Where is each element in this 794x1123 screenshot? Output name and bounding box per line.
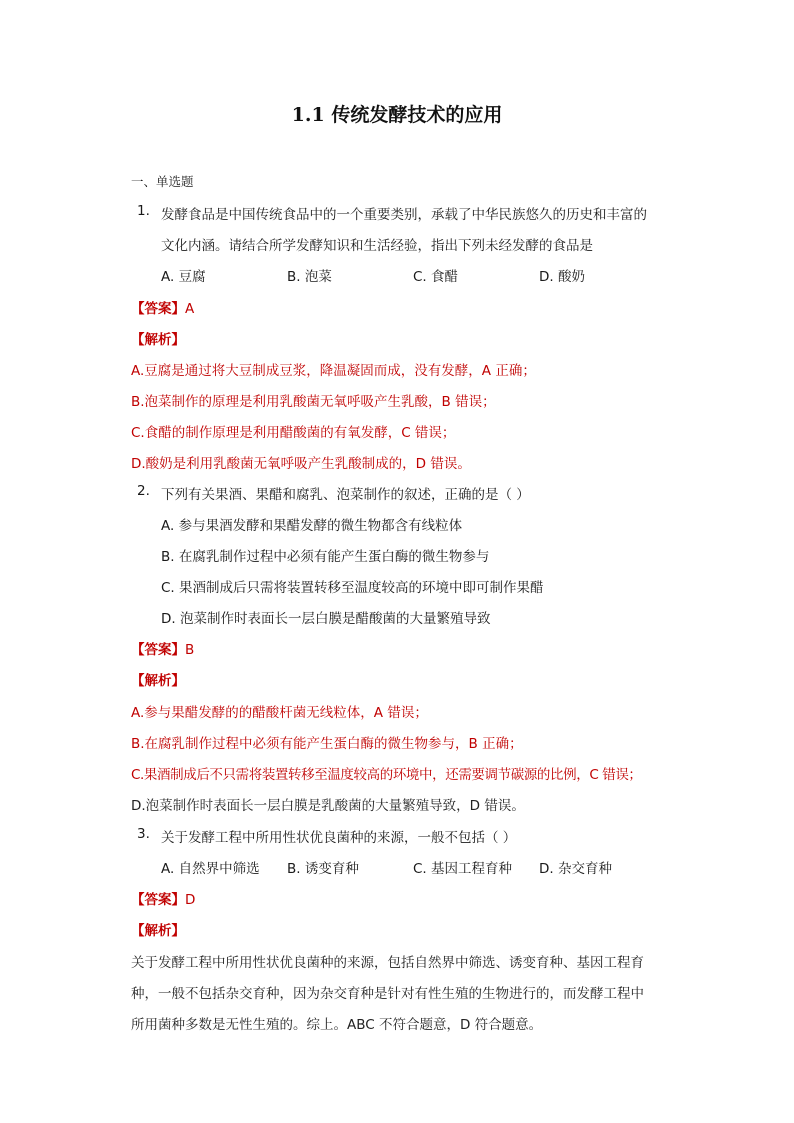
analysis-label: 【解析】 [131,673,185,689]
answer-label: 【答案】 [131,892,185,908]
analysis-line: C.食醋的制作原理是利用醋酸菌的有氧发酵，C 错误； [131,425,456,441]
analysis-line: 所用菌种多数是无性生殖的。综上。ABC 不符合题意，D 符合题意。 [131,1017,543,1033]
option-d: D. 杂交育种 [539,861,612,877]
option-a: A. 参与果酒发酵和果醋发酵的微生物都含有线粒体 [161,518,463,534]
question-text: 文化内涵。请结合所学发酵知识和生活经验，指出下列未经发酵的食品是 [161,238,593,254]
answer-label: 【答案】 [131,301,185,317]
analysis-line: C.果酒制成后不只需将装置转移至温度较高的环境中，还需要调节碳源的比例，C 错误； [131,767,642,783]
answer-value: B [185,642,195,658]
answer-value: A [185,301,195,317]
option-d: D. 酸奶 [539,269,585,285]
answer-value: D [185,892,196,908]
answer-line [131,888,195,908]
option-a: A. 豆腐 [161,269,206,285]
analysis-label: 【解析】 [131,923,185,939]
option-a: A. 自然界中筛选 [161,861,260,877]
option-d: D. 泡菜制作时表面长一层白膜是醋酸菌的大量繁殖导致 [161,611,491,627]
analysis-line: B.在腐乳制作过程中必须有能产生蛋白酶的微生物参与，B 正确； [131,736,523,752]
analysis-line: A.参与果醋发酵的的醋酸杆菌无线粒体，A 错误； [131,705,428,721]
page-title: 1.1 传统发酵技术的应用 [291,104,503,126]
analysis-line: D.泡菜制作时表面长一层白膜是乳酸菌的大量繁殖导致，D 错误。 [131,798,525,814]
question-text: 发酵食品是中国传统食品中的一个重要类别，承载了中华民族悠久的历史和丰富的 [161,207,647,223]
answer-line [131,297,194,317]
analysis-line: A.豆腐是通过将大豆制成豆浆，降温凝固而成，没有发酵，A 正确； [131,363,536,379]
option-c: C. 食醋 [413,269,459,285]
question-number: 1. [137,203,150,219]
analysis-label: 【解析】 [131,332,185,348]
analysis-line: 种，一般不包括杂交育种，因为杂交育种是针对有性生殖的生物进行的，而发酵工程中 [131,986,644,1002]
option-b: B. 泡菜 [287,269,332,285]
option-c: C. 基因工程育种 [413,861,513,877]
answer-line [131,638,194,658]
question-number: 3. [137,826,150,842]
option-c: C. 果酒制成后只需将装置转移至温度较高的环境中即可制作果醋 [161,580,544,596]
option-b: B. 诱变育种 [287,861,359,877]
analysis-line: D.酸奶是利用乳酸菌无氧呼吸产生乳酸制成的，D 错误。 [131,456,471,472]
option-b: B. 在腐乳制作过程中必须有能产生蛋白酶的微生物参与 [161,549,490,565]
analysis-line: B.泡菜制作的原理是利用乳酸菌无氧呼吸产生乳酸，B 错误； [131,394,496,410]
question-text: 下列有关果酒、果醋和腐乳、泡菜制作的叙述，正确的是（ ） [161,487,530,503]
question-text: 关于发酵工程中所用性状优良菌种的来源，一般不包括（ ） [161,830,517,846]
answer-label: 【答案】 [131,642,185,658]
question-number: 2. [137,483,150,499]
analysis-line: 关于发酵工程中所用性状优良菌种的来源，包括自然界中筛选、诱变育种、基因工程育 [131,955,644,971]
section-heading: 一、单选题 [131,174,194,189]
